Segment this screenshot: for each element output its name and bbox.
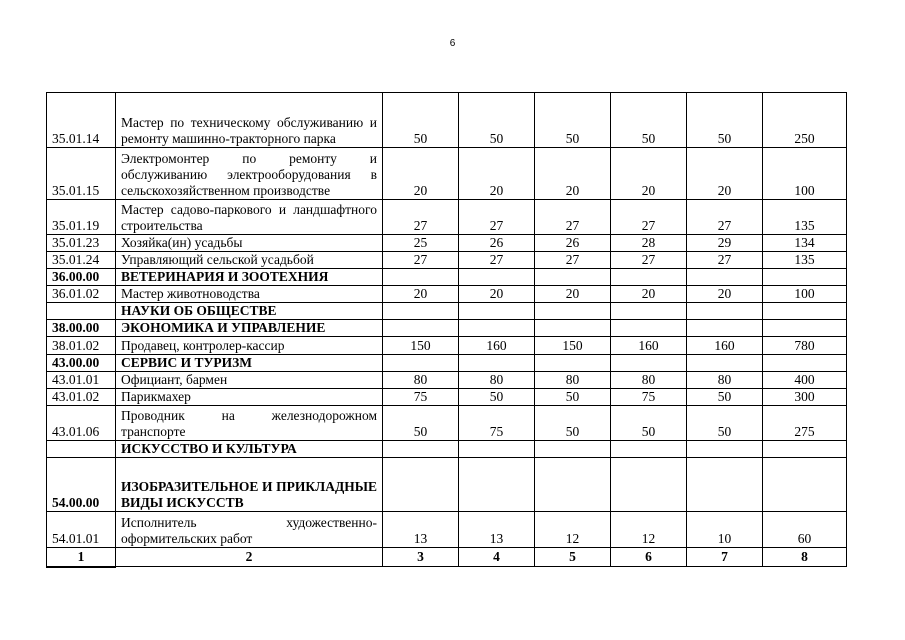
cell-value: 50 xyxy=(611,93,687,148)
cell-value xyxy=(459,303,535,320)
cell-value: 150 xyxy=(535,337,611,355)
cell-value: 160 xyxy=(459,337,535,355)
table-row xyxy=(47,337,847,355)
cell-total: 250 xyxy=(763,93,847,148)
column-number: 3 xyxy=(383,548,459,567)
cell-value: 160 xyxy=(611,337,687,355)
column-number: 8 xyxy=(763,548,847,567)
cell-value: 10 xyxy=(687,512,763,548)
cell-value: 75 xyxy=(459,406,535,441)
cell-total: 135 xyxy=(763,252,847,269)
cell-total: 100 xyxy=(763,148,847,200)
row-name: СЕРВИС И ТУРИЗМ xyxy=(116,355,383,372)
row-name: Исполнитель художественно-оформительских работ xyxy=(116,512,383,548)
table-row xyxy=(47,406,847,441)
cell-value: 20 xyxy=(611,286,687,303)
column-number: 1 xyxy=(47,548,116,567)
row-code: 36.01.02 xyxy=(47,286,116,303)
row-name: Продавец, контролер-кассир xyxy=(116,337,383,355)
cell-value: 50 xyxy=(383,406,459,441)
cell-total: 100 xyxy=(763,286,847,303)
cell-value xyxy=(611,355,687,372)
cell-value: 20 xyxy=(383,148,459,200)
cell-value: 20 xyxy=(535,286,611,303)
cell-value: 26 xyxy=(459,235,535,252)
cell-value: 27 xyxy=(611,200,687,235)
row-code: 54.01.01 xyxy=(47,512,116,548)
cell-value: 13 xyxy=(383,512,459,548)
cell-value: 50 xyxy=(687,406,763,441)
cell-total xyxy=(763,303,847,320)
cell-value xyxy=(687,303,763,320)
column-number: 5 xyxy=(535,548,611,567)
table-row xyxy=(47,235,847,252)
cell-value: 28 xyxy=(611,235,687,252)
cell-value: 27 xyxy=(459,200,535,235)
row-name: Парикмахер xyxy=(116,389,383,406)
cell-value: 27 xyxy=(459,252,535,269)
cell-value: 20 xyxy=(459,286,535,303)
cell-value xyxy=(687,441,763,458)
cell-value: 50 xyxy=(459,93,535,148)
cell-value: 75 xyxy=(383,389,459,406)
cell-value: 50 xyxy=(535,389,611,406)
column-number: 4 xyxy=(459,548,535,567)
cell-value: 26 xyxy=(535,235,611,252)
cell-value: 20 xyxy=(459,148,535,200)
cell-value: 80 xyxy=(383,372,459,389)
row-code xyxy=(47,441,116,458)
table-row xyxy=(47,320,847,337)
cell-value xyxy=(383,355,459,372)
cell-total: 134 xyxy=(763,235,847,252)
cell-value xyxy=(383,441,459,458)
cell-value xyxy=(687,458,763,512)
column-number: 7 xyxy=(687,548,763,567)
cell-value: 27 xyxy=(383,252,459,269)
cell-value: 80 xyxy=(459,372,535,389)
table-row xyxy=(47,148,847,200)
cell-value xyxy=(459,441,535,458)
cell-value xyxy=(535,355,611,372)
cell-value: 50 xyxy=(459,389,535,406)
row-name: ИЗОБРАЗИТЕЛЬНОЕ И ПРИКЛАДНЫЕ ВИДЫ ИСКУССТВ xyxy=(116,458,383,512)
cell-value: 20 xyxy=(383,286,459,303)
row-name: Мастер садово-паркового и ландшафтного строительства xyxy=(116,200,383,235)
cell-total: 780 xyxy=(763,337,847,355)
cell-total: 60 xyxy=(763,512,847,548)
cell-total: 300 xyxy=(763,389,847,406)
column-number: 6 xyxy=(611,548,687,567)
cell-value xyxy=(383,458,459,512)
table-row xyxy=(47,458,847,512)
row-code: 43.01.02 xyxy=(47,389,116,406)
table-row xyxy=(47,93,847,148)
table-row xyxy=(47,303,847,320)
cell-total: 135 xyxy=(763,200,847,235)
row-code: 36.00.00 xyxy=(47,269,116,286)
cell-value: 27 xyxy=(687,252,763,269)
cell-value: 80 xyxy=(687,372,763,389)
cell-total xyxy=(763,458,847,512)
cell-value xyxy=(383,269,459,286)
cell-value xyxy=(687,320,763,337)
row-name: Официант, бармен xyxy=(116,372,383,389)
data-table xyxy=(46,92,847,568)
cell-value xyxy=(687,269,763,286)
column-number: 2 xyxy=(116,548,383,567)
table-row xyxy=(47,512,847,548)
table-row xyxy=(47,389,847,406)
cell-total xyxy=(763,355,847,372)
cell-value: 50 xyxy=(383,93,459,148)
cell-value: 50 xyxy=(687,389,763,406)
row-name: Управляющий сельской усадьбой xyxy=(116,252,383,269)
cell-value: 20 xyxy=(535,148,611,200)
cell-value: 50 xyxy=(687,93,763,148)
row-code: 35.01.19 xyxy=(47,200,116,235)
row-code: 35.01.24 xyxy=(47,252,116,269)
cell-value: 27 xyxy=(535,200,611,235)
row-name: Электромонтер по ремонту и обслуживанию электрооборудования в сельскохозяйственном производстве xyxy=(116,148,383,200)
cell-value: 12 xyxy=(611,512,687,548)
cell-value: 80 xyxy=(611,372,687,389)
cell-value xyxy=(459,355,535,372)
row-code: 35.01.14 xyxy=(47,93,116,148)
row-code: 38.00.00 xyxy=(47,320,116,337)
cell-value: 50 xyxy=(535,406,611,441)
cell-value: 25 xyxy=(383,235,459,252)
row-code: 43.00.00 xyxy=(47,355,116,372)
table-row xyxy=(47,252,847,269)
row-name: Мастер по техническому обслуживанию и ремонту машинно-тракторного парка xyxy=(116,93,383,148)
cell-total xyxy=(763,320,847,337)
cell-value: 13 xyxy=(459,512,535,548)
row-code: 43.01.01 xyxy=(47,372,116,389)
cell-value xyxy=(383,303,459,320)
cell-value xyxy=(611,458,687,512)
cell-total xyxy=(763,269,847,286)
table-row xyxy=(47,269,847,286)
cell-value: 27 xyxy=(611,252,687,269)
cell-value xyxy=(687,355,763,372)
row-code: 43.01.06 xyxy=(47,406,116,441)
cell-value: 20 xyxy=(687,286,763,303)
cell-value: 80 xyxy=(535,372,611,389)
cell-value: 29 xyxy=(687,235,763,252)
cell-value: 50 xyxy=(535,93,611,148)
cell-value xyxy=(535,320,611,337)
cell-value xyxy=(459,269,535,286)
cell-value xyxy=(535,269,611,286)
cell-total: 275 xyxy=(763,406,847,441)
cell-value xyxy=(611,441,687,458)
cell-value: 75 xyxy=(611,389,687,406)
row-name: ЭКОНОМИКА И УПРАВЛЕНИЕ xyxy=(116,320,383,337)
cell-value: 50 xyxy=(611,406,687,441)
cell-value xyxy=(535,441,611,458)
cell-value: 20 xyxy=(611,148,687,200)
cell-value: 27 xyxy=(535,252,611,269)
cell-value: 150 xyxy=(383,337,459,355)
cell-value xyxy=(383,320,459,337)
cell-value xyxy=(535,458,611,512)
cell-value: 160 xyxy=(687,337,763,355)
row-code xyxy=(47,303,116,320)
row-code: 54.00.00 xyxy=(47,458,116,512)
cell-value xyxy=(535,303,611,320)
row-code: 35.01.23 xyxy=(47,235,116,252)
cell-value: 27 xyxy=(383,200,459,235)
column-number-row xyxy=(47,548,847,567)
cell-value xyxy=(611,320,687,337)
row-name: ИСКУССТВО И КУЛЬТУРА xyxy=(116,441,383,458)
cell-total xyxy=(763,441,847,458)
cell-value xyxy=(459,458,535,512)
cell-value xyxy=(611,303,687,320)
row-name: НАУКИ ОБ ОБЩЕСТВЕ xyxy=(116,303,383,320)
row-name: ВЕТЕРИНАРИЯ И ЗООТЕХНИЯ xyxy=(116,269,383,286)
cell-value xyxy=(459,320,535,337)
row-code: 38.01.02 xyxy=(47,337,116,355)
table-row xyxy=(47,286,847,303)
cell-value: 12 xyxy=(535,512,611,548)
cell-value xyxy=(611,269,687,286)
table-row xyxy=(47,441,847,458)
row-name: Проводник на железнодорожном транспорте xyxy=(116,406,383,441)
page-number: 6 xyxy=(449,38,456,49)
table-row xyxy=(47,372,847,389)
cell-value: 27 xyxy=(687,200,763,235)
cell-total: 400 xyxy=(763,372,847,389)
cell-value: 20 xyxy=(687,148,763,200)
row-name: Мастер животноводства xyxy=(116,286,383,303)
row-code: 35.01.15 xyxy=(47,148,116,200)
table-row xyxy=(47,355,847,372)
row-name: Хозяйка(ин) усадьбы xyxy=(116,235,383,252)
table-row xyxy=(47,200,847,235)
